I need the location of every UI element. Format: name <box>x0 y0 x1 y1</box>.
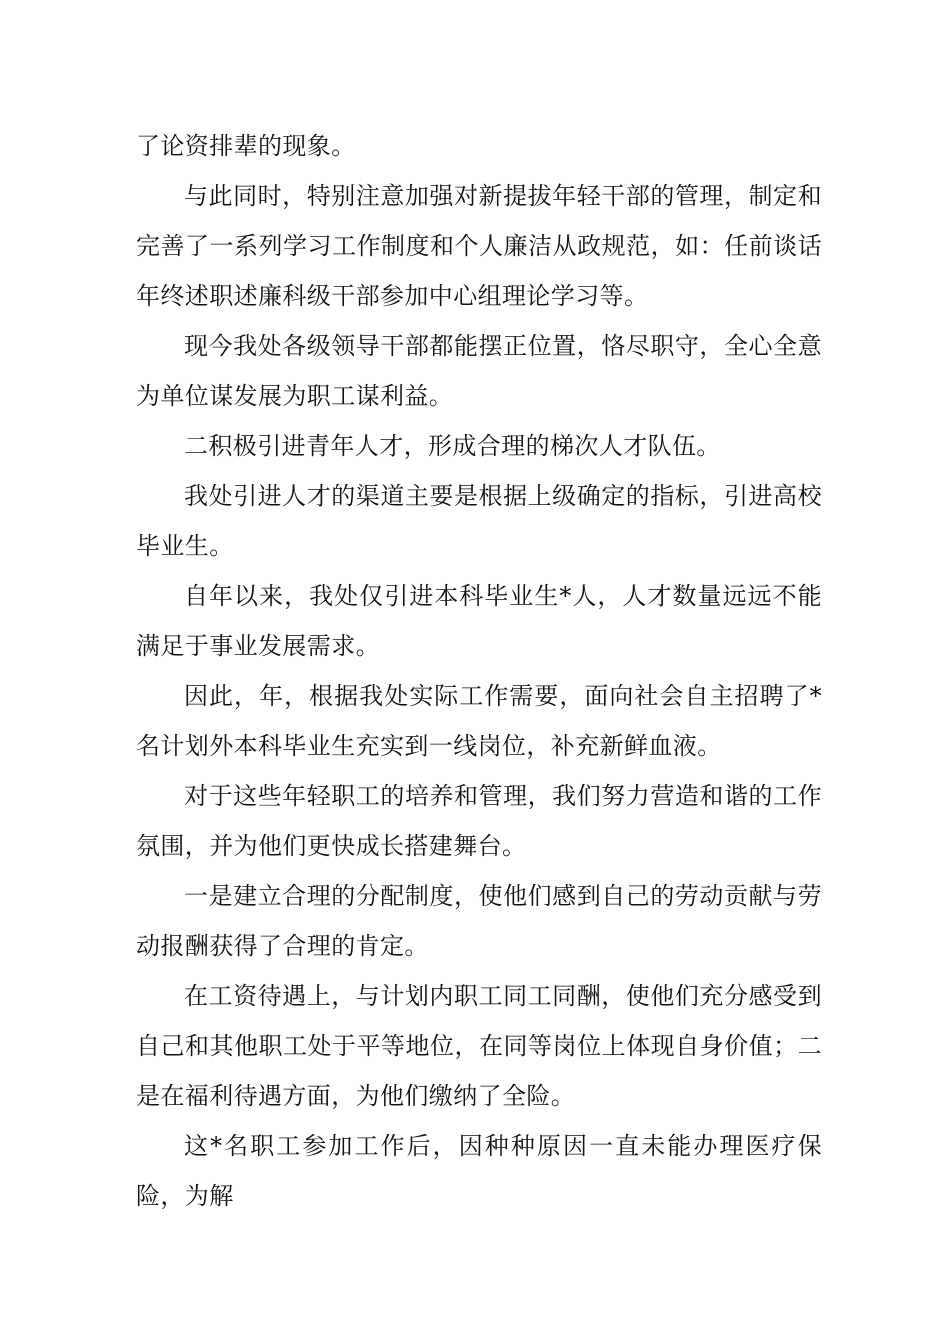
paragraph-4: 二积极引进青年人才，形成合理的梯次人才队伍。 <box>184 432 721 460</box>
paragraph-6: 自年以来，我处仅引进本科毕业生*人，人才数量远远不能满足于事业发展需求。 <box>136 582 822 660</box>
paragraph-2: 与此同时，特别注意加强对新提拔年轻干部的管理，制定和完善了一系列学习工作制度和个人廉洁从政规范，如：任前谈话年终述职述廉科级干部参加中心组理论学习等。 <box>136 182 822 310</box>
paragraph-3: 现今我处各级领导干部都能摆正位置，恪尽职守，全心全意为单位谋发展为职工谋利益。 <box>136 332 822 410</box>
paragraph-5: 我处引进人才的渠道主要是根据上级确定的指标，引进高校毕业生。 <box>136 482 822 560</box>
paragraph-7: 因此，年，根据我处实际工作需要，面向社会自主招聘了*名计划外本科毕业生充实到一线岗位，补充新鲜血液。 <box>136 682 822 760</box>
document-body <box>136 121 822 1221</box>
paragraph-11: 这*名职工参加工作后，因种种原因一直未能办理医疗保险，为解 <box>136 1132 822 1210</box>
paragraph-1: 了论资排辈的现象。 <box>136 132 356 160</box>
paragraph-8: 对于这些年轻职工的培养和管理，我们努力营造和谐的工作氛围，并为他们更快成长搭建舞台。 <box>136 782 822 860</box>
paragraph-9: 一是建立合理的分配制度，使他们感到自己的劳动贡献与劳动报酬获得了合理的肯定。 <box>136 882 822 960</box>
paragraph-10: 在工资待遇上，与计划内职工同工同酬，使他们充分感受到自己和其他职工处于平等地位，在同等岗位上体现自身价值；二是在福利待遇方面，为他们缴纳了全险。 <box>136 982 822 1110</box>
